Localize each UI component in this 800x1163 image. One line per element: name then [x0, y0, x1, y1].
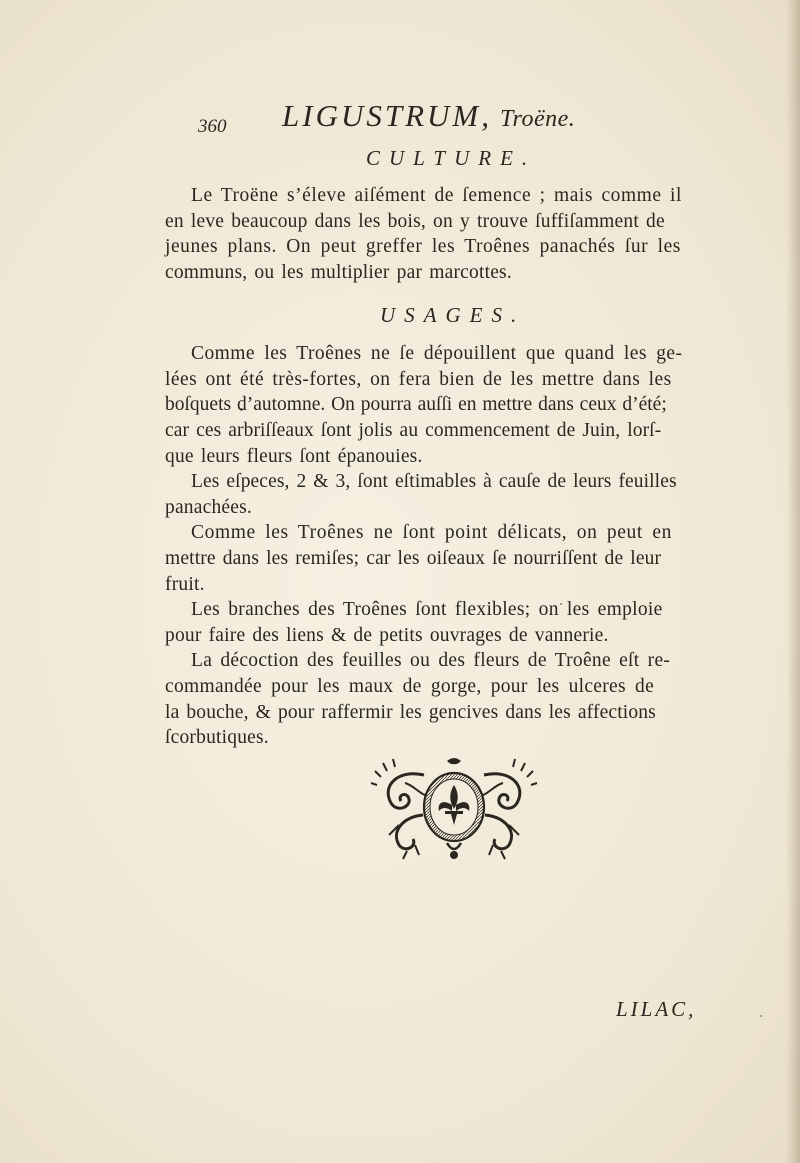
- paper-speck: [760, 1015, 762, 1017]
- text-line: en leve beaucoup dans les bois, on y trouve ſuffiſamment de: [165, 211, 665, 232]
- running-head-french-title: Troëne.: [499, 106, 576, 132]
- text-line: jeunes plans. On peut greffer les Troênes panachés ſur les: [165, 236, 681, 257]
- text-line: boſquets d’automne. On pourra auſſi en mettre dans ceux d’été;: [165, 394, 667, 415]
- text-line: Les eſpeces, 2 & 3, ſont eſtimables à cauſe de leurs feuilles: [191, 471, 677, 492]
- running-head-latin-title: LIGUSTRUM,: [282, 98, 492, 133]
- text-line: car ces arbriſſeaux ſont jolis au commencement de Juin, lorſ-: [165, 420, 662, 441]
- text-line: communs, ou les multiplier par marcottes.: [165, 262, 512, 283]
- fleur-de-lis-ornament-icon: [369, 755, 539, 865]
- catchword: LILAC,: [616, 997, 697, 1021]
- text-line: que leurs fleurs ſont épanouies.: [165, 446, 423, 467]
- text-line: ſcorbutiques.: [165, 727, 269, 748]
- page-number: 360: [198, 116, 227, 137]
- text-line: mettre dans les remiſes; car les oiſeaux ſe nourriſſent de leur: [165, 548, 662, 569]
- text-line: fruit.: [165, 574, 205, 595]
- text-line: la bouche, & pour raffermir les gencives dans les affections: [165, 702, 656, 723]
- text-line: Les branches des Troênes ſont flexibles; on les emploie: [191, 599, 663, 620]
- text-line: panachées.: [165, 497, 252, 518]
- text-line: pour faire des liens & de petits ouvrages de vannerie.: [165, 625, 609, 646]
- text-line: lées ont été très-fortes, on fera bien de les mettre dans les: [165, 369, 672, 390]
- text-line: La décoction des feuilles ou des fleurs de Troêne eſt re-: [191, 650, 671, 671]
- page-edge-shadow: [786, 0, 800, 1163]
- section-heading-usages: USAGES.: [380, 303, 526, 327]
- section-heading-culture: CULTURE.: [366, 146, 537, 170]
- text-line: Le Troëne s’éleve aiſément de ſemence ; mais comme il: [191, 185, 682, 206]
- text-line: commandée pour les maux de gorge, pour les ulceres de: [165, 676, 655, 697]
- text-line: Comme les Troênes ne ſe dépouillent que quand les ge-: [191, 343, 683, 364]
- text-line: Comme les Troênes ne ſont point délicats, on peut en: [191, 522, 672, 543]
- running-head: [282, 98, 575, 134]
